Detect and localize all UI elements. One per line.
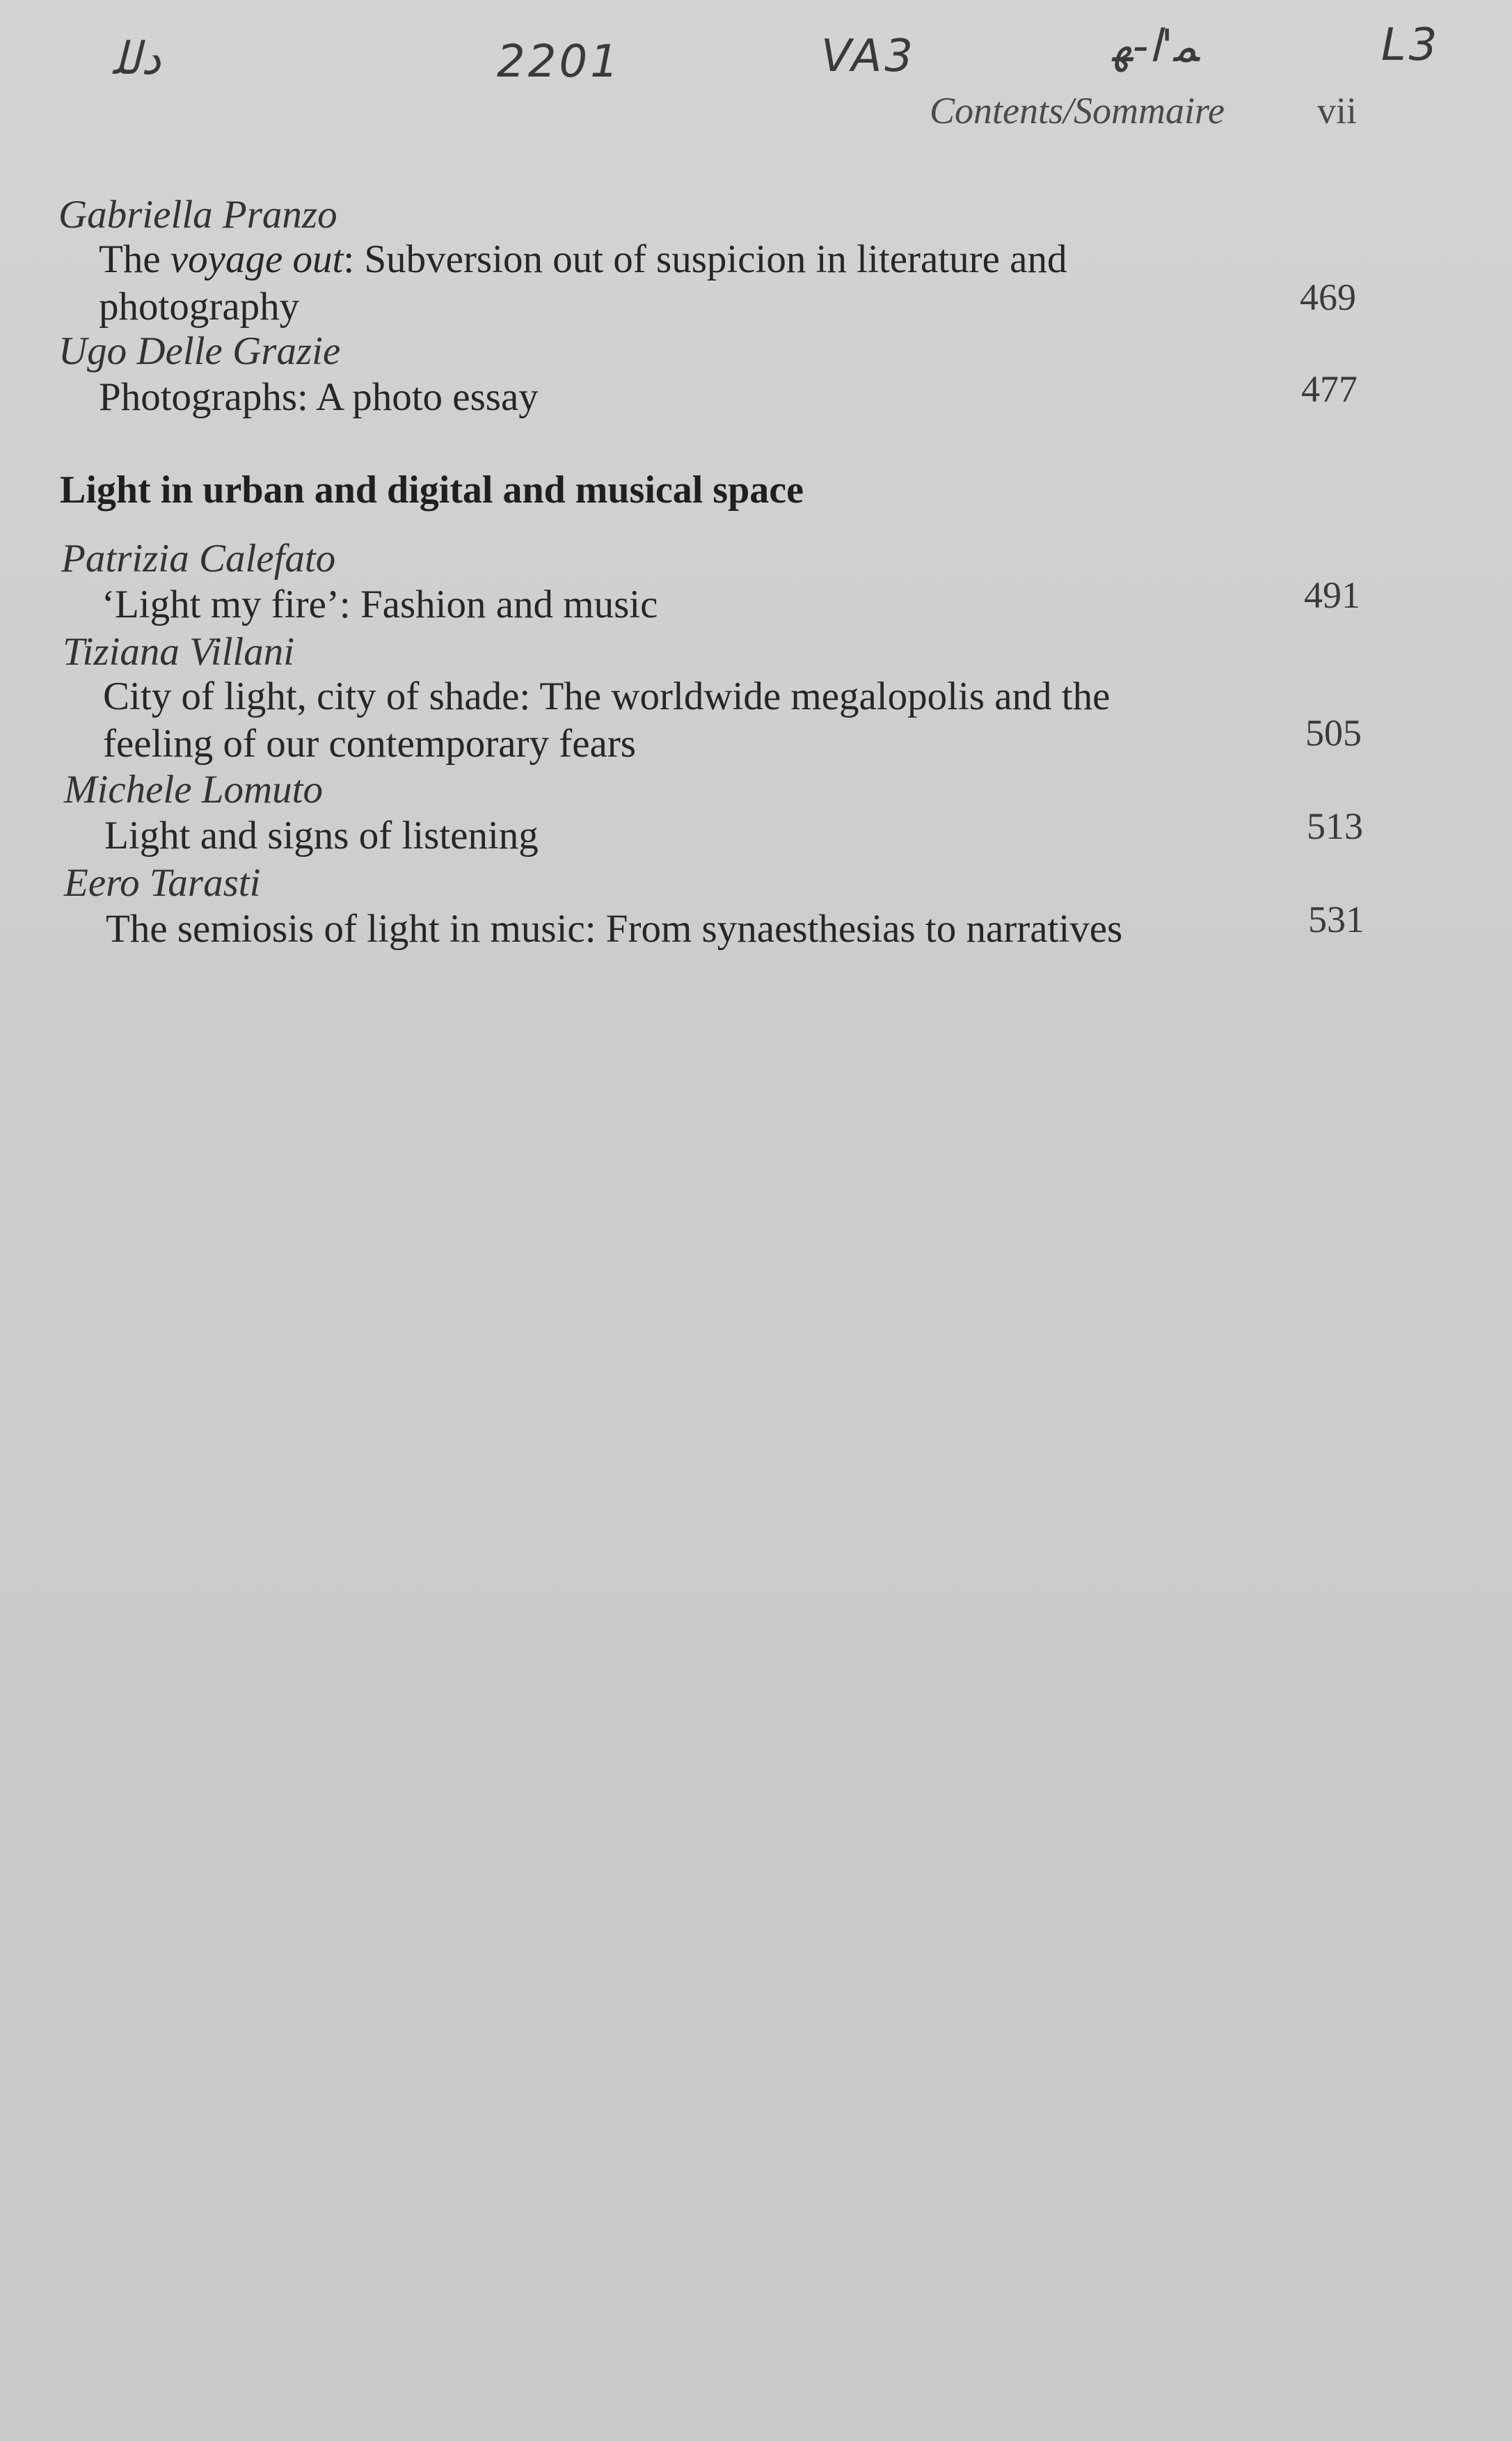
handwritten-mark-2: 2201 bbox=[497, 36, 621, 88]
handwritten-mark-5: L3 bbox=[1381, 19, 1440, 71]
toc-title-line2: feeling of our contemporary fears bbox=[103, 722, 636, 766]
toc-title bbox=[99, 237, 1067, 282]
toc-page-number: 469 bbox=[1300, 276, 1356, 318]
toc-author: Patrizia Calefato bbox=[61, 537, 336, 580]
toc-title: Photographs: A photo essay bbox=[99, 375, 539, 419]
toc-page-number: 531 bbox=[1308, 899, 1364, 940]
toc-author: Ugo Delle Grazie bbox=[58, 329, 341, 373]
toc-page-number: 491 bbox=[1304, 574, 1360, 616]
toc-title: Light and signs of listening bbox=[104, 814, 539, 858]
toc-title: The semiosis of light in music: From synaesthesias to narratives bbox=[106, 907, 1123, 951]
toc-page-number: 477 bbox=[1301, 368, 1358, 410]
toc-title-rest: : Subversion out of suspicion in literature and bbox=[343, 237, 1067, 281]
handwritten-mark-4: ﻤ'ﺍ-ﻬ bbox=[1112, 21, 1199, 72]
toc-title-line2: photography bbox=[99, 285, 300, 329]
toc-page-number: 513 bbox=[1307, 805, 1363, 847]
toc-author: Michele Lomuto bbox=[64, 768, 324, 812]
toc-title: City of light, city of shade: The worldwide megalopolis and the bbox=[103, 674, 1111, 718]
section-heading: Light in urban and digital and musical space bbox=[60, 468, 804, 512]
toc-author: Gabriella Pranzo bbox=[58, 193, 337, 237]
toc-page-number: 505 bbox=[1305, 712, 1362, 754]
handwritten-mark-3: VA3 bbox=[821, 31, 916, 82]
running-title: Contents/Sommaire bbox=[930, 90, 1225, 132]
toc-title-italic: voyage out bbox=[170, 237, 344, 281]
toc-title: ‘Light my fire’: Fashion and music bbox=[102, 583, 658, 626]
toc-author: Tiziana Villani bbox=[63, 630, 295, 674]
toc-author: Eero Tarasti bbox=[64, 861, 261, 905]
page-folio: vii bbox=[1317, 90, 1358, 132]
toc-title-prefix: The bbox=[99, 237, 170, 281]
handwritten-mark-1: ﺩﻟﻠ bbox=[113, 33, 161, 85]
